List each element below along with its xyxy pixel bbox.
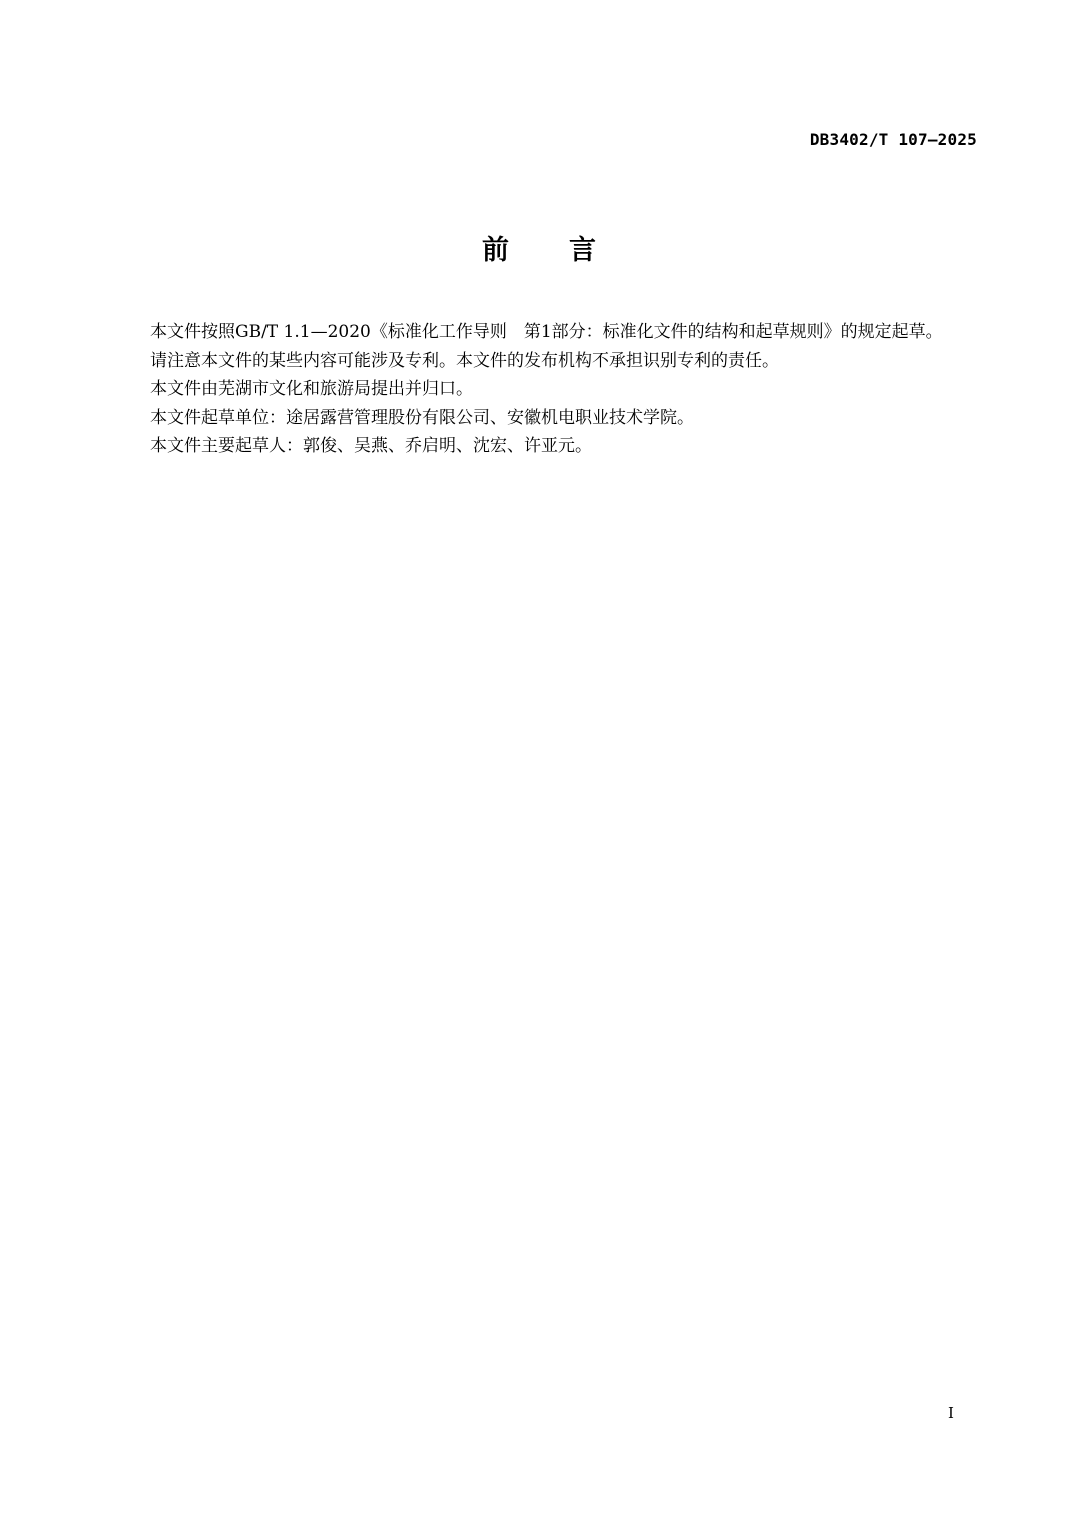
preface-body	[116, 318, 978, 461]
paragraph-drafters: 本文件主要起草人：郭俊、吴燕、乔启明、沈宏、许亚元。	[150, 436, 592, 457]
title-char-2: 言	[569, 235, 598, 266]
page-number: I	[948, 1404, 954, 1422]
paragraph-drafting-basis: 本文件按照GB/T 1.1—2020《标准化工作导则 第1部分：标准化文件的结构和起草规则》的规定起草。	[150, 322, 943, 342]
paragraph-drafting-units: 本文件起草单位：途居露营管理股份有限公司、安徽机电职业技术学院。	[150, 407, 694, 428]
paragraph-proposing-authority: 本文件由芜湖市文化和旅游局提出并归口。	[150, 379, 473, 400]
document-code: DB3402/T 107—2025	[809, 130, 977, 149]
page-title	[0, 228, 1080, 267]
title-char-1: 前	[482, 235, 511, 266]
paragraph-patent-notice: 请注意本文件的某些内容可能涉及专利。本文件的发布机构不承担识别专利的责任。	[150, 350, 779, 371]
